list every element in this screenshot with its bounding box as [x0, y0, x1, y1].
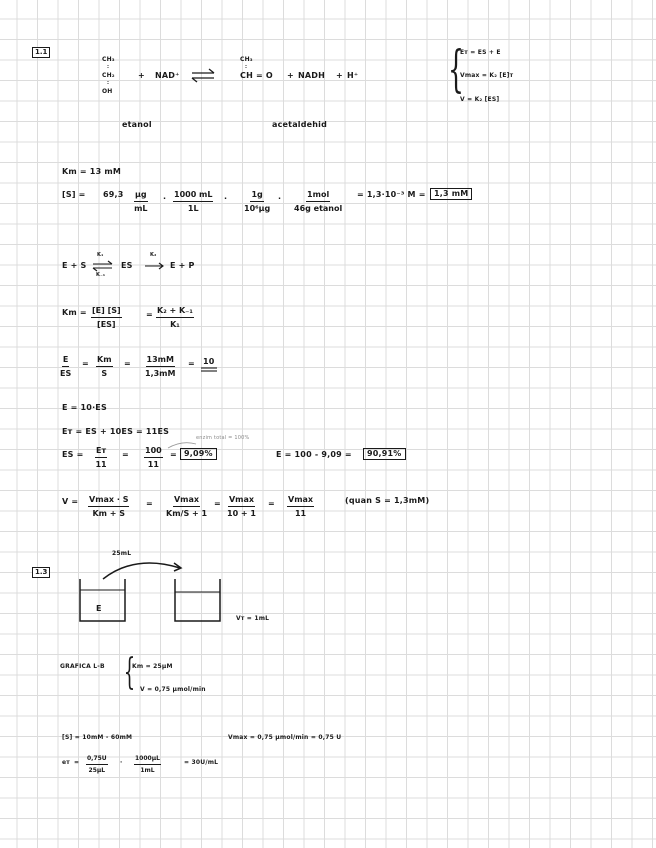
vmax-value: Vmax = 0,75 μmol/min = 0,75 U — [228, 734, 342, 741]
e-result-box: 90,91% — [363, 448, 406, 460]
grafica-km: Km = 25μM — [132, 663, 173, 670]
et-lhs: eт — [62, 759, 70, 766]
section-tag-1-3: 1.3 — [32, 567, 50, 578]
fraction-13-13: $\frac{13mM}{1,3mM}$ — [145, 355, 176, 378]
beaker-e-label: E — [96, 604, 102, 613]
km-value: Km = 13 mM — [62, 167, 122, 176]
fraction-10-1: Vmax 10 + 1 — [227, 495, 256, 518]
equals: = — [268, 499, 275, 508]
v-note: (quan S = 1,3mM) — [345, 496, 430, 505]
et-eq: Eт = ES + 10ES = 11ES — [62, 427, 170, 436]
ratio-result: 10 — [203, 357, 215, 366]
s-range: [S] = 10mM - 60mM — [62, 734, 133, 741]
es-lhs: ES = — [62, 450, 84, 459]
eq-vmax: Vmax = K₂ [E]т — [460, 72, 514, 79]
dot: · — [120, 759, 123, 766]
fraction-100-11: $\frac{100}{11}$ — [145, 446, 162, 469]
fraction-km-s: $\frac{Km}{S}$ — [97, 355, 112, 378]
reaction-es: E + S — [62, 261, 87, 270]
rate-k2: K₂ — [150, 252, 157, 258]
dot: · — [278, 194, 282, 203]
equals: = — [214, 499, 221, 508]
e-eq: E = 10·ES — [62, 403, 107, 412]
curly-brace-2: { — [123, 652, 136, 693]
equals: = — [124, 359, 131, 368]
bond-mark: : — [107, 64, 110, 70]
product-cho: CH = O — [240, 71, 273, 80]
equals: = — [146, 310, 153, 319]
annotation-enzim-total: enzim total = 100% — [196, 435, 250, 441]
rate-k1: K₁ — [97, 252, 104, 258]
fraction-ul-ml: $\frac{1000\mu L}{1mL}$ — [135, 755, 160, 774]
fraction-es-over-es: $\frac{[E] [S]}{[ES]}$ — [92, 306, 121, 329]
equals: = — [82, 359, 89, 368]
dot: · — [163, 194, 167, 203]
fraction-vmax-11: Vmax 11 — [288, 495, 314, 518]
plus-sign: + — [287, 71, 294, 80]
fraction-mm: Vmax · S Km + S — [89, 495, 129, 518]
h-plus: H⁺ — [347, 71, 359, 80]
rate-k-1: K₋₁ — [96, 272, 106, 278]
s-label: [S] = — [62, 190, 86, 199]
label-etanol: etanol — [122, 120, 152, 129]
fraction-km-s-1: Vmax Km/S + 1 — [166, 495, 208, 518]
total-volume: Vт = 1mL — [236, 615, 270, 622]
ethanol-ch3: CH₃ — [102, 56, 115, 63]
plus-sign: + — [336, 71, 343, 80]
label-acetaldehid: acetaldehid — [272, 120, 328, 129]
fraction-ml-l: $\frac{1000 mL}{1L}$ — [174, 190, 213, 213]
fraction-ug-ml: $\frac{\mu g}{mL}$ — [134, 190, 148, 213]
e-percent-eq: E = 100 - 9,09 = — [276, 450, 352, 459]
transfer-volume: 25mL — [112, 550, 132, 557]
es-result-box: 9,09% — [180, 448, 217, 460]
equals: = — [170, 450, 177, 459]
bond-mark: : — [245, 64, 248, 70]
nadh: NADH — [298, 71, 326, 80]
eq-v: V = K₂ [ES] — [460, 96, 500, 103]
equals: = — [122, 450, 129, 459]
grafica-v: V = 0,75 μmol/min — [140, 686, 206, 693]
equals: = — [74, 759, 80, 766]
reaction-product: E + P — [170, 261, 195, 270]
ethanol-oh: OH — [102, 88, 113, 95]
product-ch3: CH₃ — [240, 56, 253, 63]
v-lhs: V = — [62, 497, 79, 506]
equals: = — [188, 359, 195, 368]
dot: · — [224, 194, 228, 203]
section-tag-1-1: 1.1 — [32, 47, 50, 58]
fraction-u-ul: $\frac{0,75U}{25\mu L}$ — [87, 755, 107, 774]
et-result: = 30U/mL — [184, 759, 219, 766]
plus-sign: + — [138, 71, 145, 80]
ethanol-ch2: CH₂ — [102, 72, 115, 79]
grafica-label: GRAFICA L-B — [60, 663, 105, 670]
fraction-e-es: $\frac{E}{ES}$ — [60, 355, 72, 378]
fraction-g-ug: $\frac{1g}{\text{10⁶μg}}$ — [244, 190, 271, 213]
nad-plus: NAD⁺ — [155, 71, 180, 80]
eq-et: Eт = ES + E — [460, 49, 501, 56]
s-result-box: 1,3 mM — [430, 188, 472, 200]
fraction-et-11: Eт 11 — [95, 446, 107, 469]
s-molar: = 1,3·10⁻³ M = — [357, 190, 426, 199]
bond-mark: : — [107, 80, 110, 86]
km-lhs: Km = — [62, 308, 87, 317]
s-value: 69,3 — [103, 190, 124, 199]
reaction-complex: ES — [121, 261, 133, 270]
equals: = — [146, 499, 153, 508]
fraction-mol-g: 1mol 46g etanol — [294, 190, 343, 213]
curly-brace: { — [447, 40, 464, 98]
fraction-k-rates: $\frac{\text{K₂ + K₋₁}}{\text{K₁}}$ — [157, 306, 193, 329]
